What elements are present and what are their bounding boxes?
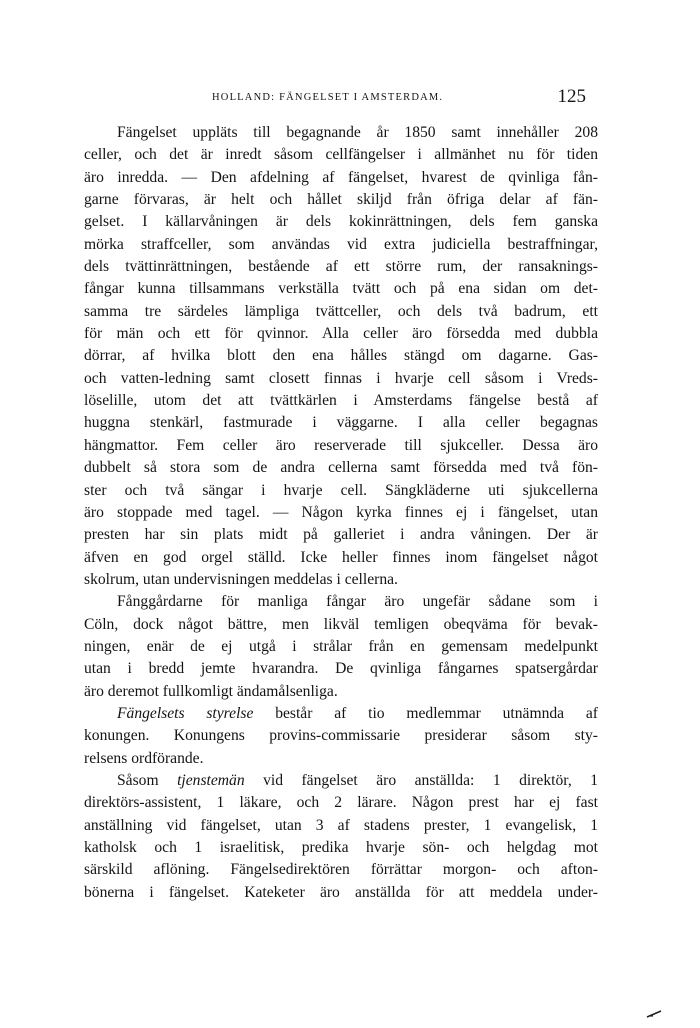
- text-line: presten har sin plats midt på galleriet i andra våningen. Der är: [84, 526, 598, 544]
- text-line: Fängelsets styrelse består af tio medlemmar utnämnda af: [117, 704, 599, 722]
- text-line: katholsk och 1 israelitisk, predika hvarje sön- och helgdag mot: [84, 839, 598, 856]
- text-line: direktörs-assistent, 1 läkare, och 2 lärare. Någon prest har ej fast: [84, 794, 598, 812]
- text-line: särskild aflöning. Fängelsedirektören förrättar morgon- och afton-: [84, 861, 598, 879]
- text-line: skolrum, utan undervisningen meddelas i cellerna.: [84, 570, 398, 588]
- text-line: för män och ett för qvinnor. Alla celler äro försedda med dubbla: [84, 325, 598, 343]
- text-line: anställning vid fängelset, utan 3 af stadens prester, 1 evangelisk, 1: [84, 816, 598, 834]
- ink-mark-icon: [646, 1010, 662, 1018]
- text-line: celler, och det är inredt såsom cellfängelser i allmänhet nu för tiden: [84, 146, 598, 164]
- text-line: äfven en god orgel ställd. Icke heller finnes inom fängelset något: [84, 548, 598, 566]
- italic-term: tjenstemän: [177, 771, 245, 789]
- text-line: Fängelset uppläts till begagnande år 1850 samt innehåller 208: [117, 124, 598, 141]
- text-line: bönerna i fängelset. Kateketer äro anställda för att meddela under-: [84, 883, 598, 901]
- text-line: äro inredda. — Den afdelning af fängelset, hvarest de qvinliga fån-: [84, 168, 598, 186]
- text-line: garne förvaras, är helt och hållet skiljd från öfriga delar af fän-: [84, 191, 598, 209]
- text-line: mörka straffceller, som användas vid extra judiciella bestraffningar,: [84, 235, 598, 253]
- text-line: gelset. I källarvåningen är dels kokinrättningen, dels fem ganska: [84, 213, 598, 231]
- text-line: äro deremot fullkomligt ändamålsenliga.: [84, 682, 338, 700]
- text-line: konungen. Konungens provins-commissarie presiderar såsom sty-: [84, 727, 598, 745]
- body-text: [84, 122, 598, 904]
- text-line: och vatten-ledning samt closett finnas i hvarje cell såsom i Vreds-: [84, 369, 598, 387]
- text-line: löselille, utom det att tvättkärlen i Amsterdams fängelse bestå af: [84, 392, 598, 410]
- text-line: ster och två sängar i hvarje cell. Sängkläderne uti sjukcellerna: [84, 481, 598, 499]
- text-line: ningen, enär de ej utgå i strålar från en gemensam medelpunkt: [84, 637, 598, 655]
- text-line: Fånggårdarne för manliga fångar äro ungefär sådane som i: [117, 593, 598, 611]
- text-line: Cöln, dock något bättre, men likväl temligen obeqväma för bevak-: [84, 615, 598, 633]
- text-line: hängmattor. Fem celler äro reserverade till sjukceller. Dessa äro: [84, 436, 598, 454]
- running-header: [84, 86, 586, 110]
- text-line: utan i bredd jemte hvarandra. De qvinliga fångarnes spatsergårdar: [84, 660, 598, 678]
- text-line: dels tvättinrättningen, bestående af ett större rum, der ransaknings-: [84, 258, 598, 276]
- text-line: dubbelt så stora som de andra cellerna samt försedda med två fön-: [84, 459, 598, 477]
- italic-term: Fängelsets styrelse: [117, 704, 254, 722]
- text-line: dörrar, af hvilka blott den ena hålles stängd om dagarne. Gas-: [84, 347, 598, 365]
- text-line: fångar kunna tillsammans verkställa tvätt och på ena sidan om det-: [84, 280, 598, 298]
- text-line: äro stoppade med tagel. — Någon kyrka finnes ej i fängelset, utan: [84, 503, 598, 521]
- text-line: relsens ordförande.: [84, 749, 204, 767]
- text-line: huggna stenkärl, fastmurade i väggarne. I alla celler begagnas: [84, 414, 598, 432]
- text-line: Såsom tjenstemän vid fängelset äro anställda: 1 direktör, 1: [117, 771, 598, 789]
- page-number: 125: [557, 86, 586, 107]
- running-title: HOLLAND: FÄNGELSET I AMSTERDAM.: [212, 92, 444, 103]
- text-line: samma tre särdeles lämpliga tvättceller, och dels två badrum, ett: [84, 302, 598, 320]
